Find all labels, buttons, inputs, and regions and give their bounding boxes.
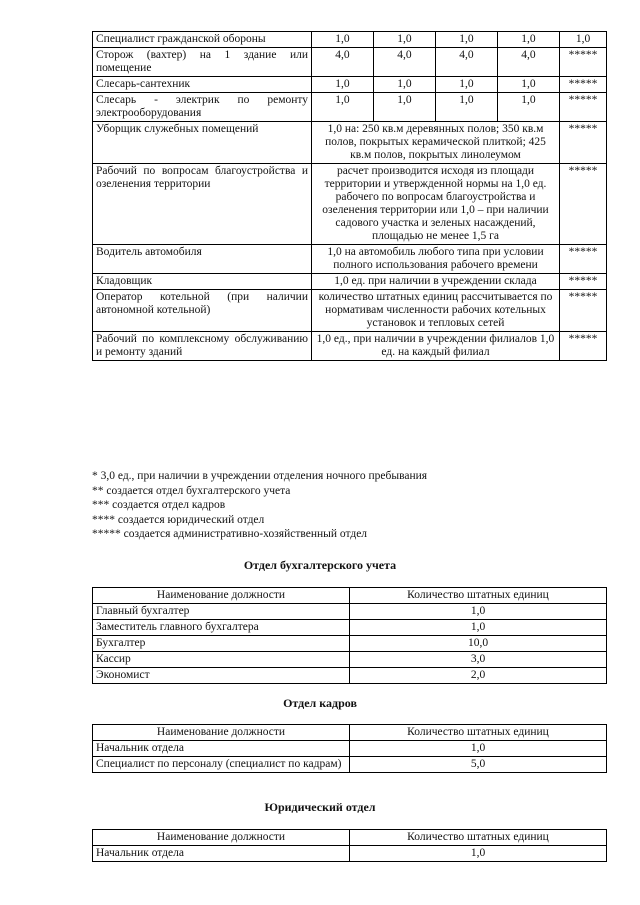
footnote: **** создается юридический отдел <box>92 513 265 526</box>
value-cell: 1,0 <box>312 77 374 93</box>
value-cell: 1,0 <box>560 32 607 48</box>
table-row <box>93 32 607 48</box>
asterisk-note: ***** <box>560 245 607 274</box>
value-cell: 1,0 <box>373 77 435 93</box>
table-header-row <box>93 725 607 741</box>
value-cell: 1,0 <box>312 32 374 48</box>
position-name: Рабочий по комплексному обслуживанию и ремонту зданий <box>93 332 312 361</box>
table-row <box>93 122 607 164</box>
footnote: * 3,0 ед., при наличии в учреждении отделения ночного пребывания <box>92 470 428 482</box>
section-title-hr: Отдел кадров <box>283 696 357 710</box>
value-cell: 1,0 <box>435 77 497 93</box>
value-cell: 1,0 <box>435 93 497 122</box>
value-cell: 1,0 <box>497 77 559 93</box>
norm-description: 1,0 ед. при наличии в учреждении склада <box>312 274 560 290</box>
position-name: Специалист по персоналу (специалист по кадрам) <box>93 757 350 773</box>
table-row <box>93 48 607 77</box>
column-header: Количество штатных единиц <box>350 830 607 846</box>
table-row <box>93 604 607 620</box>
value-cell: 1,0 <box>497 32 559 48</box>
column-header: Наименование должности <box>93 725 350 741</box>
position-name: Специалист гражданской обороны <box>93 32 312 48</box>
value-cell: 4,0 <box>435 48 497 77</box>
footnotes <box>92 469 427 542</box>
position-name: Заместитель главного бухгалтера <box>93 620 350 636</box>
table-row <box>93 652 607 668</box>
table-row <box>93 93 607 122</box>
staff-count: 5,0 <box>350 757 607 773</box>
section-title-legal: Юридический отдел <box>264 800 376 814</box>
table-row <box>93 620 607 636</box>
staff-count: 1,0 <box>350 604 607 620</box>
column-header: Количество штатных единиц <box>350 588 607 604</box>
asterisk-note: ***** <box>560 77 607 93</box>
staff-count: 1,0 <box>350 741 607 757</box>
staff-norms-table <box>92 31 607 361</box>
footnote: *** создается отдел кадров <box>92 499 226 511</box>
asterisk-note: ***** <box>560 93 607 122</box>
table-row <box>93 290 607 332</box>
staff-count: 3,0 <box>350 652 607 668</box>
position-name: Водитель автомобиля <box>93 245 312 274</box>
section-title-accounting: Отдел бухгалтерского учета <box>243 558 397 572</box>
position-name: Начальник отдела <box>93 741 350 757</box>
norm-description: 1,0 на: 250 кв.м деревянных полов; 350 кв.м полов, покрытых керамической плиткой; 425 кв.м полов, покрытых линолеумом <box>312 122 560 164</box>
position-name: Главный бухгалтер <box>93 604 350 620</box>
table-row <box>93 757 607 773</box>
position-name: Начальник отдела <box>93 846 350 862</box>
position-name: Кассир <box>93 652 350 668</box>
value-cell: 4,0 <box>373 48 435 77</box>
norm-description: 1,0 на автомобиль любого типа при условии полного использования рабочего времени <box>312 245 560 274</box>
asterisk-note: ***** <box>560 290 607 332</box>
position-name: Рабочий по вопросам благоустройства и озеленения территории <box>93 164 312 245</box>
table-row <box>93 636 607 652</box>
table-row <box>93 164 607 245</box>
asterisk-note: ***** <box>560 274 607 290</box>
table-header-row <box>93 588 607 604</box>
value-cell: 1,0 <box>312 93 374 122</box>
position-name: Слесарь-сантехник <box>93 77 312 93</box>
value-cell: 1,0 <box>497 93 559 122</box>
position-name: Экономист <box>93 668 350 684</box>
value-cell: 4,0 <box>497 48 559 77</box>
position-name: Бухгалтер <box>93 636 350 652</box>
value-cell: 4,0 <box>312 48 374 77</box>
value-cell: 1,0 <box>435 32 497 48</box>
table-row <box>93 668 607 684</box>
staff-count: 10,0 <box>350 636 607 652</box>
asterisk-note: ***** <box>560 332 607 361</box>
table-row <box>93 741 607 757</box>
table-row <box>93 77 607 93</box>
asterisk-note: ***** <box>560 48 607 77</box>
norm-description: расчет производится исходя из площади территории и утвержденной нормы на 1,0 ед. рабочего по вопросам благоустройства и озеленения территории или 1,0 – при наличии садового участка и зеленых насаждений, площадью не менее 1,5 га <box>312 164 560 245</box>
position-name: Слесарь - электрик по ремонту электрооборудования <box>93 93 312 122</box>
asterisk-note: ***** <box>560 122 607 164</box>
asterisk-note: ***** <box>560 164 607 245</box>
table-row <box>93 245 607 274</box>
column-header: Количество штатных единиц <box>350 725 607 741</box>
legal-table <box>92 829 607 862</box>
table-row <box>93 846 607 862</box>
footnote: ***** создается административно-хозяйственный отдел <box>92 528 368 540</box>
staff-count: 1,0 <box>350 846 607 862</box>
table-row <box>93 332 607 361</box>
footnote: ** создается отдел бухгалтерского учета <box>92 484 291 497</box>
staff-count: 2,0 <box>350 668 607 684</box>
position-name: Уборщик служебных помещений <box>93 122 312 164</box>
value-cell: 1,0 <box>373 93 435 122</box>
position-name: Кладовщик <box>93 274 312 290</box>
column-header: Наименование должности <box>93 588 350 604</box>
table-header-row <box>93 830 607 846</box>
norm-description: 1,0 ед., при наличии в учреждении филиалов 1,0 ед. на каждый филиал <box>312 332 560 361</box>
norm-description: количество штатных единиц рассчитывается по нормативам численности рабочих котельных установок и тепловых сетей <box>312 290 560 332</box>
position-name: Оператор котельной (при наличии автономной котельной) <box>93 290 312 332</box>
accounting-table <box>92 587 607 684</box>
value-cell: 1,0 <box>373 32 435 48</box>
table-row <box>93 274 607 290</box>
hr-table <box>92 724 607 773</box>
staff-count: 1,0 <box>350 620 607 636</box>
position-name: Сторож (вахтер) на 1 здание или помещение <box>93 48 312 77</box>
column-header: Наименование должности <box>93 830 350 846</box>
